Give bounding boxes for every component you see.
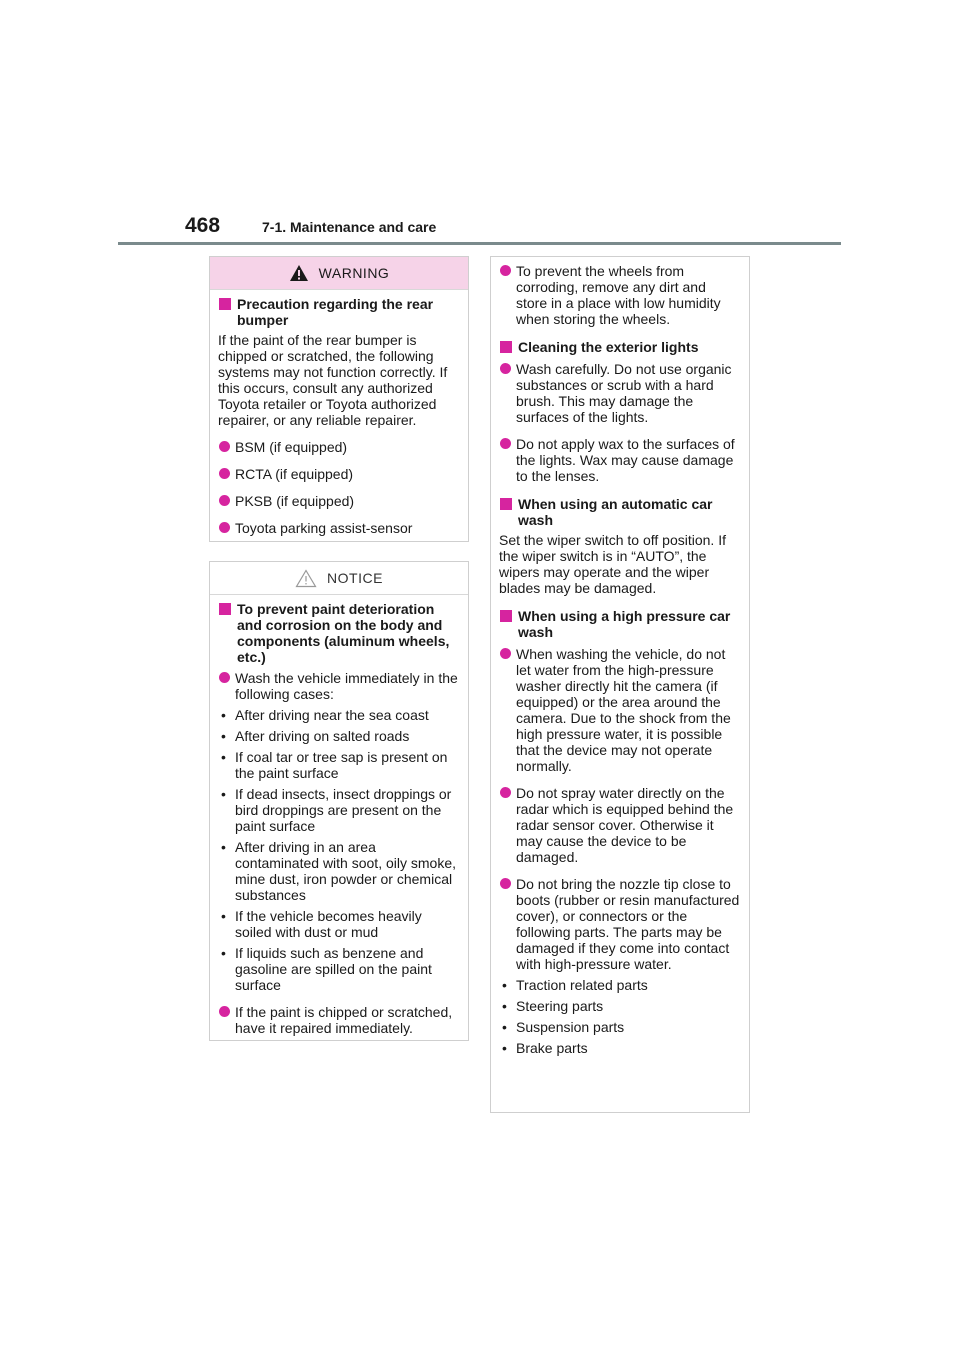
notice-case: • If dead insects, insect droppings or bird droppings are present on the paint surface [218, 786, 459, 834]
warning-item-text: PKSB (if equipped) [235, 493, 355, 509]
bullet-dot-icon [219, 522, 230, 533]
carwash-heading-text: When using an automatic car wash [518, 496, 713, 528]
notice-case: • If coal tar or tree sap is present on the paint surface [218, 749, 459, 781]
bullet-dot-icon [219, 672, 230, 683]
heading-square-icon [219, 298, 231, 310]
warning-triangle-icon [289, 264, 309, 282]
bullet-dot-icon [500, 438, 511, 449]
notice-case-text: After driving in an area contaminated with soot, oily smoke, mine dust, iron powder or chemical substances [235, 839, 456, 903]
notice-case: • After driving near the sea coast [221, 707, 429, 723]
part-item-text: Suspension parts [516, 1019, 625, 1035]
part-item-text: Brake parts [516, 1040, 588, 1056]
notice-label: NOTICE [327, 570, 383, 586]
part-item: • Brake parts [502, 1040, 588, 1056]
carwash-text: Set the wiper switch to off position. If the wiper switch is in “AUTO”, the wipers may operate and the wiper blades may be damaged. [499, 532, 726, 596]
heading-square-icon [500, 498, 512, 510]
notice-bullet [218, 1004, 459, 1036]
part-item: • Suspension parts [502, 1019, 625, 1035]
notice-heading [218, 601, 459, 665]
bullet-dot-icon [500, 363, 511, 374]
warning-item [218, 520, 459, 536]
bullet-dot-icon [219, 1006, 230, 1017]
page-number: 468 [185, 214, 221, 237]
notice-box [209, 561, 469, 1041]
bullet-dot-icon [500, 787, 511, 798]
lights-heading-text: Cleaning the exterior lights [518, 339, 699, 355]
warning-item-text: RCTA (if equipped) [235, 466, 354, 482]
warning-heading [218, 296, 459, 328]
bullet-dot-icon [500, 878, 511, 889]
warning-item-text: BSM (if equipped) [235, 439, 348, 455]
notice-bullet [218, 670, 459, 702]
notice-header [210, 562, 468, 595]
bullet-dot-icon [219, 495, 230, 506]
notice-case: • After driving in an area contaminated with soot, oily smoke, mine dust, iron powder or chemical substances [218, 839, 459, 903]
notice-case-text: If the vehicle becomes heavily soiled with dust or mud [235, 908, 422, 940]
lights-bullet [499, 361, 740, 425]
part-item-text: Traction related parts [516, 977, 648, 993]
warning-label: WARNING [318, 265, 390, 281]
caution-triangle-icon [295, 569, 317, 588]
notice-case-text: If liquids such as benzene and gasoline are spilled on the paint surface [235, 945, 432, 993]
warning-item [218, 466, 459, 482]
hp-bullet [499, 646, 740, 774]
lights-bullet [499, 436, 740, 484]
section-title: 7-1. Maintenance and care [262, 219, 437, 235]
bullet-dot-icon [219, 441, 230, 452]
heading-square-icon [500, 341, 512, 353]
lights-heading [499, 339, 740, 355]
warning-item [218, 493, 459, 509]
warning-heading-text: Precaution regarding the rear bumper [237, 296, 434, 328]
lights-bullet-text: Do not apply wax to the surfaces of the lights. Wax may cause damage to the lenses. [516, 436, 735, 484]
notice-case-text: If dead insects, insect droppings or bird droppings are present on the paint surface [235, 786, 452, 834]
hp-bullet [499, 876, 740, 972]
warning-item [218, 439, 459, 455]
notice-bullet-text: If the paint is chipped or scratched, have it repaired immediately. [235, 1004, 453, 1036]
carwash-heading [499, 496, 740, 528]
wheels-bullet [499, 263, 740, 327]
notice-case-text: After driving on salted roads [235, 728, 410, 744]
notice-case-text: After driving near the sea coast [235, 707, 429, 723]
hp-bullet-text: Do not bring the nozzle tip close to boots (rubber or resin manufactured cover), or connectors or the following parts. The parts may be damaged if they come into contact with high-pressure water. [516, 876, 740, 972]
part-item: • Traction related parts [502, 977, 648, 993]
hp-bullet-text: When washing the vehicle, do not let water from the high-pressure washer directly hit the camera (if equipped) or the area around the camera. Due to the shock from the high pressure water, it is possible that the device may not operate normally. [516, 646, 731, 774]
header-divider [118, 242, 841, 245]
warning-text: If the paint of the rear bumper is chipped or scratched, the following systems may not function correctly. If this occurs, consult any authorized Toyota retailer or Toyota authorized repairer, or any reliable repairer. [218, 332, 448, 428]
warning-box [209, 256, 469, 542]
notice-bullet-text: Wash the vehicle immediately in the following cases: [235, 670, 458, 702]
hp-bullet-text: Do not spray water directly on the radar which is equipped behind the radar sensor cover. Otherwise it may cause the device to be damaged. [516, 785, 734, 865]
heading-square-icon [219, 603, 231, 615]
bullet-dot-icon [500, 265, 511, 276]
notice-case: • If liquids such as benzene and gasoline are spilled on the paint surface [218, 945, 459, 993]
heading-square-icon [500, 610, 512, 622]
notice-continued-box [490, 256, 750, 1113]
part-item-text: Steering parts [516, 998, 604, 1014]
part-item: • Steering parts [502, 998, 604, 1014]
bullet-dot-icon [500, 648, 511, 659]
hp-heading-text: When using a high pressure car wash [518, 608, 731, 640]
notice-case: • After driving on salted roads [221, 728, 410, 744]
warning-header [210, 257, 468, 290]
notice-heading-text: To prevent paint deterioration and corrosion on the body and components (aluminum wheels, etc.) [237, 601, 450, 665]
wheels-bullet-text: To prevent the wheels from corroding, remove any dirt and store in a place with low humidity when storing the wheels. [516, 263, 721, 327]
lights-bullet-text: Wash carefully. Do not use organic substances or scrub with a hard brush. This may damage the surfaces of the lights. [516, 361, 732, 425]
notice-case: • If the vehicle becomes heavily soiled with dust or mud [218, 908, 459, 940]
notice-case-text: If coal tar or tree sap is present on the paint surface [235, 749, 448, 781]
hp-heading [499, 608, 740, 640]
hp-bullet [499, 785, 740, 865]
warning-item-text: Toyota parking assist-sensor [235, 520, 413, 536]
bullet-dot-icon [219, 468, 230, 479]
